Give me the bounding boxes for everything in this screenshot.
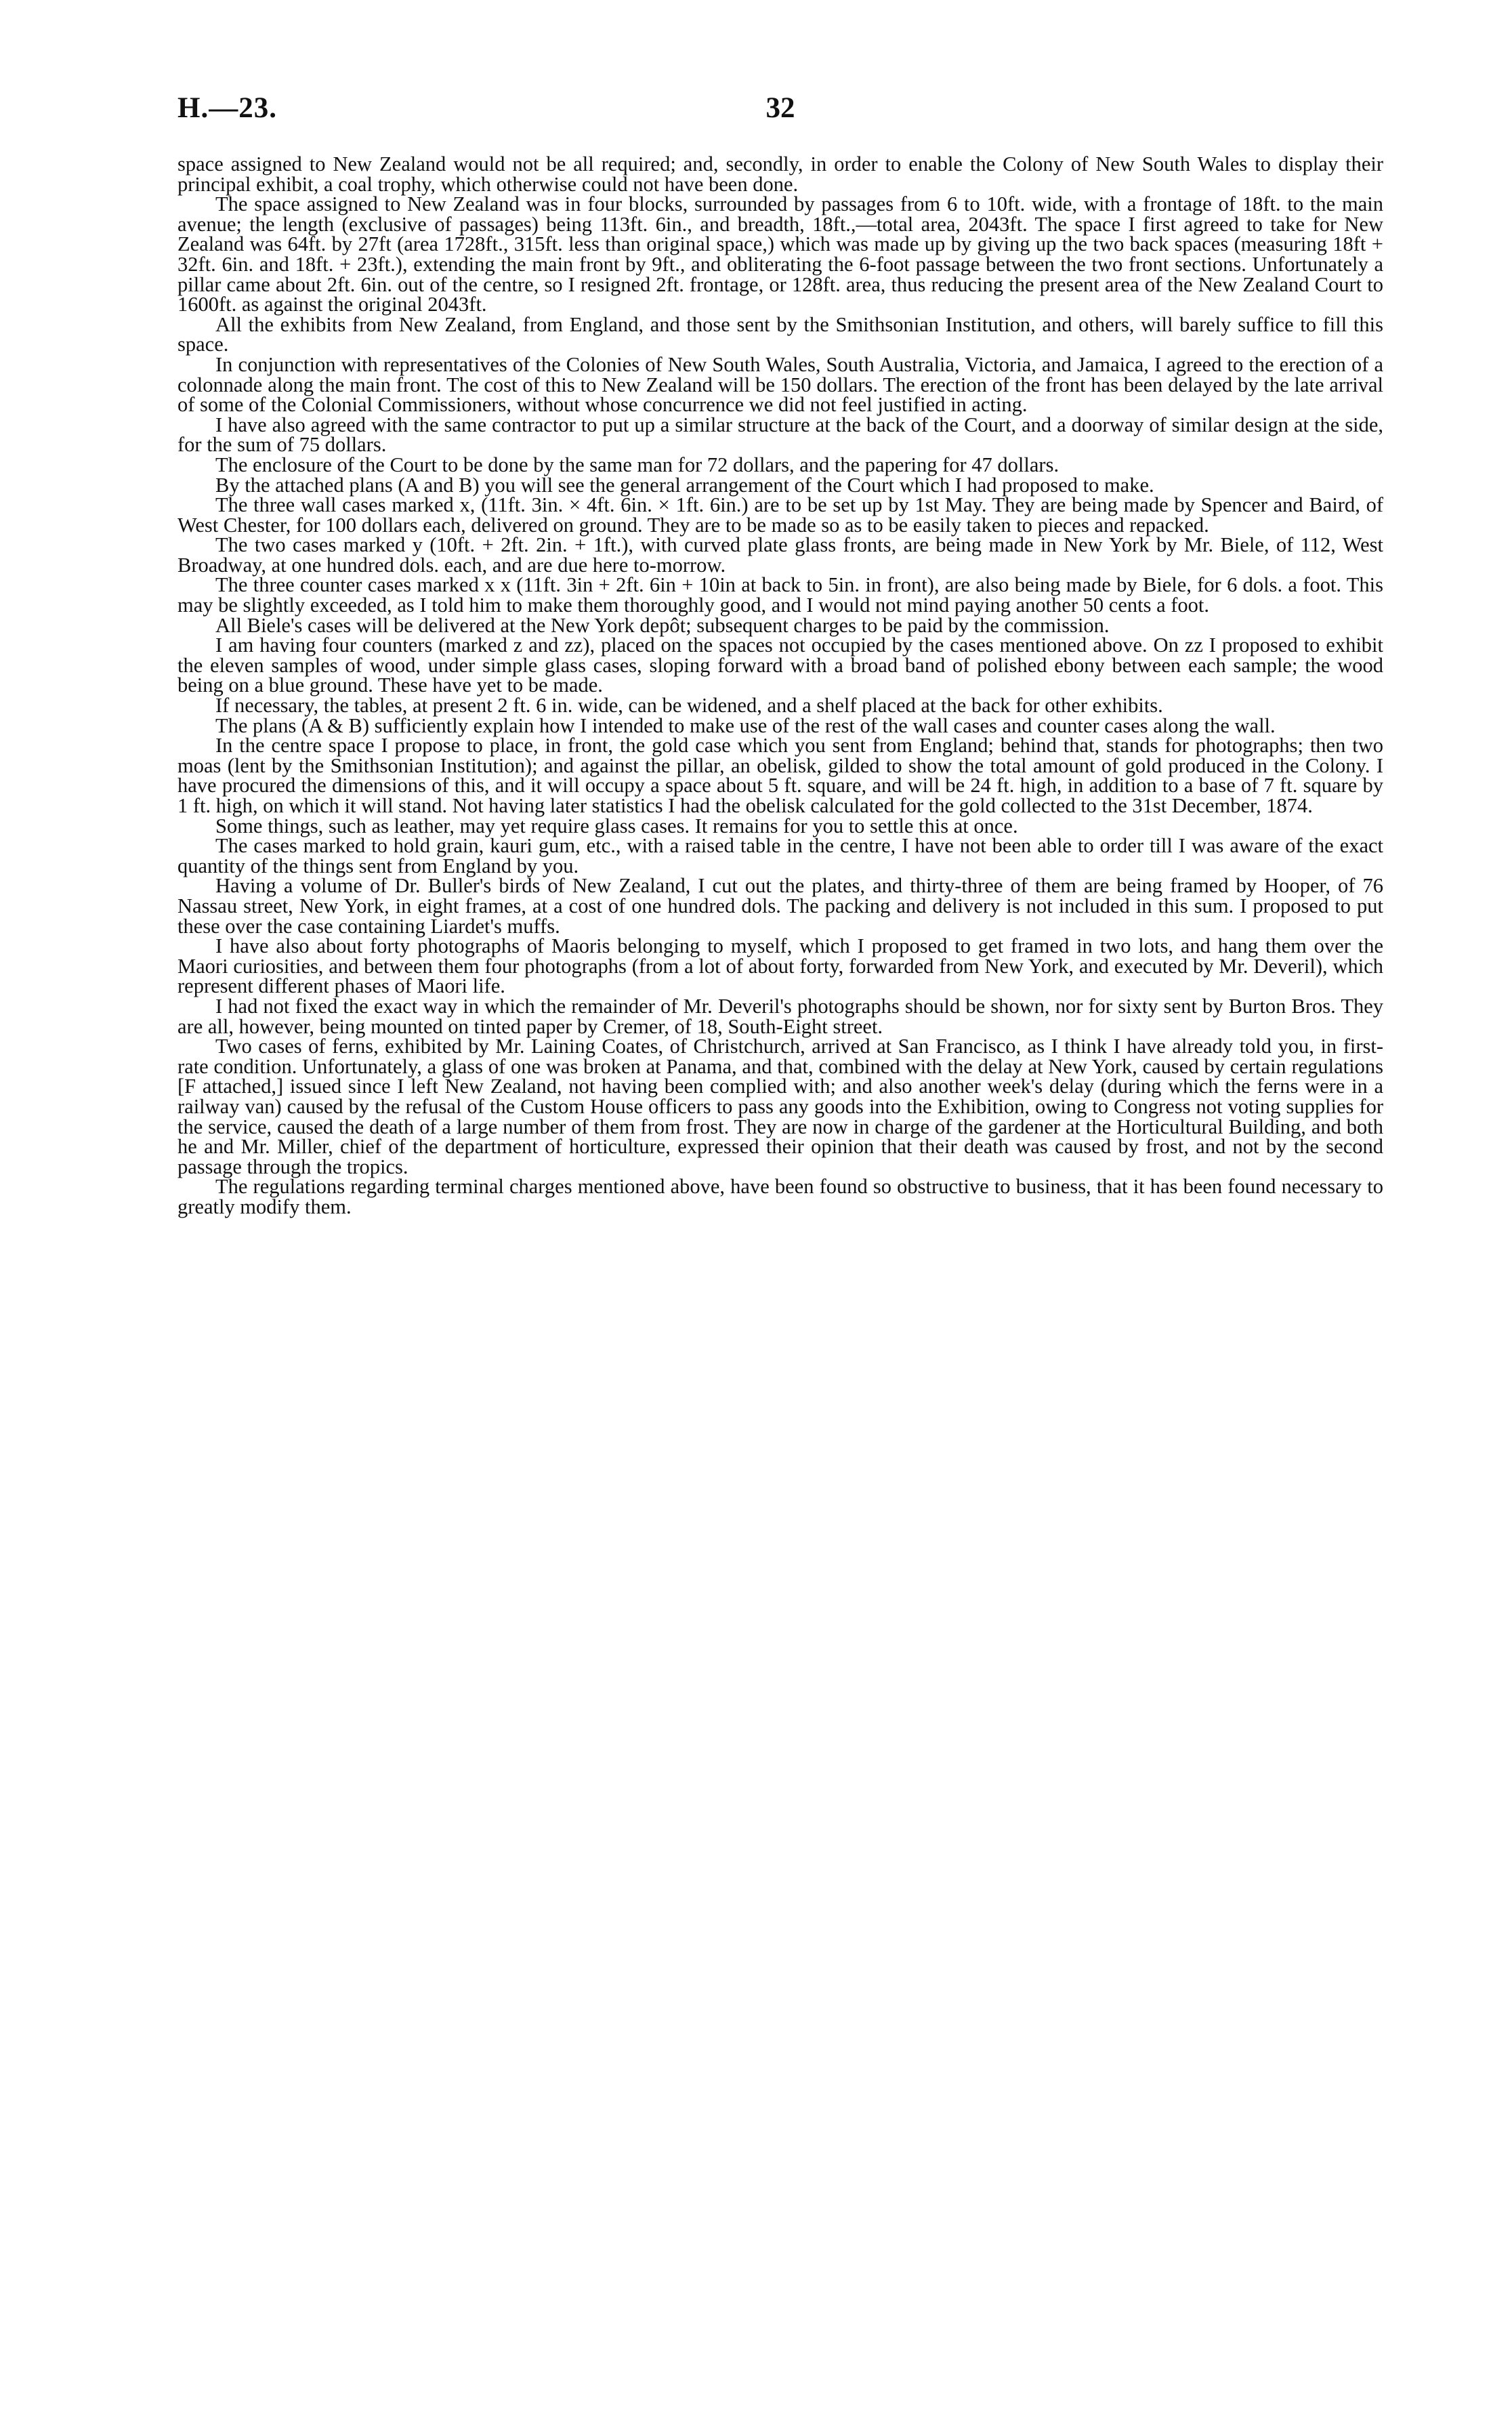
paragraph: Having a volume of Dr. Buller's birds of New Zealand, I cut out the plates, and thirty-three of them are being framed by Hooper, of 76 Nassau street, New York, in eight frames, at a cost of one hundred dols. The packing and delivery is not included in this sum. I proposed to put these over the case containing Liardet's muffs.	[177, 874, 1383, 938]
paragraph: The enclosure of the Court to be done by the same man for 72 dollars, and the papering for 47 dollars.	[215, 453, 1059, 476]
paragraph: space assigned to New Zealand would not be all required; and, secondly, in order to enable the Colony of New South Wales to display their principal exhibit, a coal trophy, which otherwise could not have been done.	[177, 152, 1383, 196]
paragraph: All the exhibits from New Zealand, from England, and those sent by the Smithsonian Institution, and others, will barely suffice to fill this space.	[177, 312, 1383, 356]
paragraph: In the centre space I propose to place, in front, the gold case which you sent from England; behind that, stands for photographs; then two moas (lent by the Smithsonian Institution); and against the pillar, an obelisk, gilded to show the total amount of gold produced in the Colony. I have procured the dimensions of this, and it will occupy a space about 5 ft. square, and will be 24 ft. high, in addition to a base of 7 ft. square by 1 ft. high, on which it will stand. Not having later statistics I had the obelisk calculated for the gold collected to the 31st December, 1874.	[177, 734, 1383, 817]
paragraph: The space assigned to New Zealand was in four blocks, surrounded by passages from 6 to 10ft. wide, with a frontage of 18ft. to the main avenue; the length (exclusive of passages) being 113ft. 6in., and breadth, 18ft.,—total area, 2043ft. The space I first agreed to take for New Zealand was 64ft. by 27ft (area 1728ft., 315ft. less than original space,) which was made up by giving up the two back spaces (measuring 18ft + 32ft. 6in. and 18ft. + 23ft.), extending the main front by 9ft., and obliterating the 6-foot passage between the two front sections. Unfortunately a pillar came about 2ft. 6in. out of the centre, so I resigned 2ft. frontage, or 128ft. area, thus reducing the present area of the New Zealand Court to 1600ft. as against the original 2043ft.	[177, 192, 1383, 316]
paragraph: I have also agreed with the same contractor to put up a similar structure at the back of the Court, and a doorway of similar design at the side, for the sum of 75 dollars.	[177, 413, 1383, 457]
paragraph: The two cases marked y (10ft. + 2ft. 2in. + 1ft.), with curved plate glass fronts, are being made in New York by Mr. Biele, of 112, West Broadway, at one hundred dols. each, and are due here to-morrow.	[177, 533, 1383, 577]
paragraph: The three counter cases marked x x (11ft. 3in + 2ft. 6in + 10in at back to 5in. in front), are also being made by Biele, for 6 dols. a foot. This may be slightly exceeded, as I told him to make them thoroughly good, and I would not mind paying another 50 cents a foot.	[177, 573, 1383, 617]
paragraph: By the attached plans (A and B) you will see the general arrangement of the Court which I had proposed to make.	[215, 473, 1154, 497]
paragraph: The regulations regarding terminal charges mentioned above, have been found so obstructive to business, that it has been found necessary to greatly modify them.	[177, 1175, 1383, 1218]
page-header	[177, 91, 1383, 132]
paragraph: I had not fixed the exact way in which the remainder of Mr. Deveril's photographs should be shown, nor for sixty sent by Burton Bros. They are all, however, being mounted on tinted paper by Cremer, of 18, South-Eight street.	[177, 994, 1383, 1038]
document-code: H.—23.	[177, 92, 277, 124]
page-number: 32	[765, 92, 795, 124]
paragraph: I am having four counters (marked z and zz), placed on the spaces not occupied by the cases mentioned above. On zz I proposed to exhibit the eleven samples of wood, under simple glass cases, sloping forward with a broad band of polished ebony between each sample; the wood being on a blue ground. These have yet to be made.	[177, 634, 1383, 697]
paragraph: The cases marked to hold grain, kauri gum, etc., with a raised table in the centre, I have not been able to order till I was aware of the exact quantity of the things sent from England by you.	[177, 834, 1383, 877]
paragraph: In conjunction with representatives of the Colonies of New South Wales, South Australia, Victoria, and Jamaica, I agreed to the erection of a colonnade along the main front. The cost of this to New Zealand will be 150 dollars. The erection of the front has been delayed by the late arrival of some of the Colonial Commissioners, without whose concurrence we did not feel justified in acting.	[177, 352, 1383, 417]
paragraph: If necessary, the tables, at present 2 ft. 6 in. wide, can be widened, and a shelf placed at the back for other exhibits.	[215, 694, 1163, 718]
paragraph: All Biele's cases will be delivered at the New York depôt; subsequent charges to be paid by the commission.	[215, 613, 1110, 637]
paragraph: Two cases of ferns, exhibited by Mr. Laining Coates, of Christchurch, arrived at San Francisco, as I think I have already told you, in first-rate condition. Unfortunately, a glass of one was broken at Panama, and that, combined with the delay at New York, caused by certain regulations [F attached,] issued since I left New Zealand, not having been complied with; and also another week's delay (during which the ferns were in a railway van) caused by the refusal of the Custom House officers to pass any goods into the Exhibition, owing to Congress not voting supplies for the service, caused the death of a large number of them from frost. They are now in charge of the gardener at the Horticultural Building, and both he and Mr. Miller, chief of the department of horticulture, expressed their opinion that their death was caused by frost, and not by the second passage through the tropics.	[177, 1035, 1383, 1178]
paragraph: The plans (A & B) sufficiently explain how I intended to make use of the rest of the wall cases and counter cases along the wall.	[215, 713, 1276, 737]
paragraph: Some things, such as leather, may yet require glass cases. It remains for you to settle this at once.	[215, 814, 1018, 837]
paragraph: I have also about forty photographs of Maoris belonging to myself, which I proposed to get framed in two lots, and hang them over the Maori curiosities, and between them four photographs (from a lot of about forty, forwarded from New York, and executed by Mr. Deveril), which represent different phases of Maori life.	[177, 934, 1383, 998]
paragraph: The three wall cases marked x, (11ft. 3in. × 4ft. 6in. × 1ft. 6in.) are to be set up by 1st May. They are being made by Spencer and Baird, of West Chester, for 100 dollars each, delivered on ground. They are to be made so as to be easily taken to pieces and repacked.	[177, 493, 1383, 537]
body-text	[177, 154, 1383, 1217]
